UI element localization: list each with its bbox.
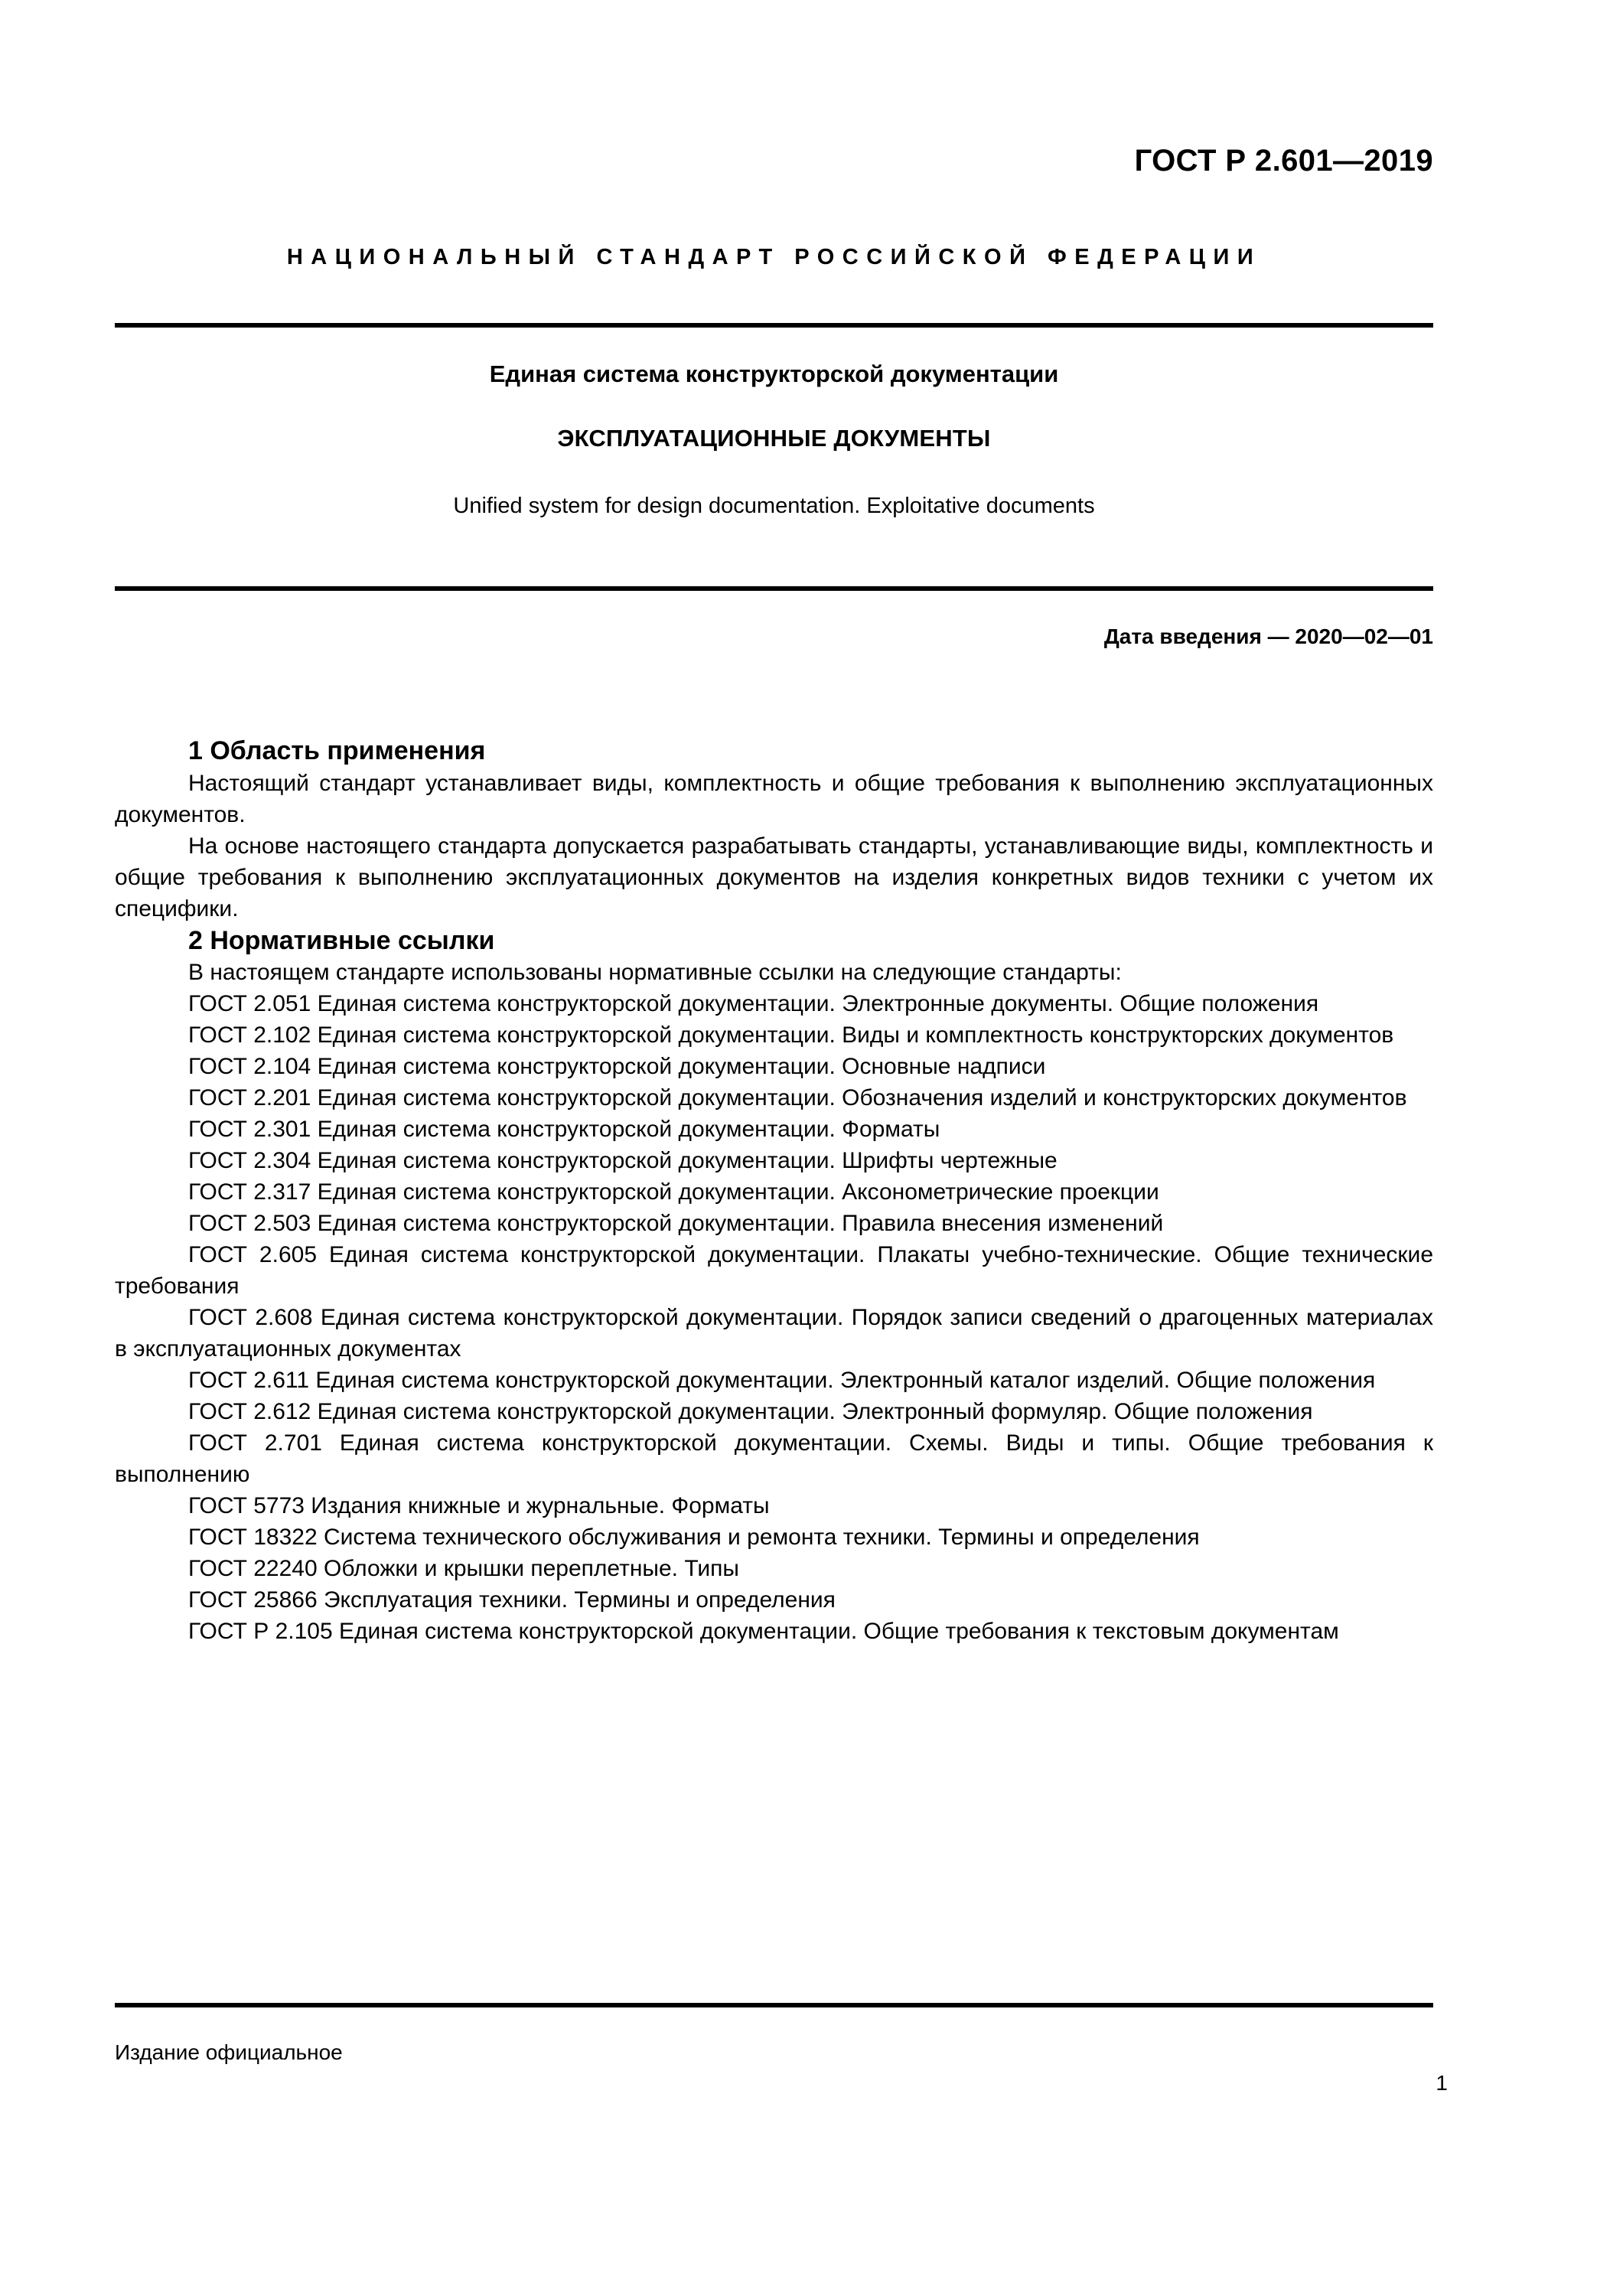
normative-reference-item: ГОСТ 18322 Система технического обслуживания и ремонта техники. Термины и определения xyxy=(188,1525,1200,1550)
normative-reference-item: ГОСТ 2.503 Единая система конструкторской документации. Правила внесения изменений xyxy=(188,1211,1164,1236)
header-divider-top xyxy=(115,323,1433,328)
official-edition-label: Издание официальное xyxy=(115,2040,343,2064)
normative-reference-item: ГОСТ 22240 Обложки и крышки переплетные. Типы xyxy=(188,1556,739,1581)
normative-reference-item: ГОСТ 2.611 Единая система конструкторской документации. Электронный каталог изделий. Общие положения xyxy=(188,1368,1376,1393)
normative-reference-item: ГОСТ 2.612 Единая система конструкторской документации. Электронный формуляр. Общие положения xyxy=(188,1399,1313,1424)
national-standard-label: НАЦИОНАЛЬНЫЙ СТАНДАРТ РОССИЙСКОЙ ФЕДЕРАЦИИ xyxy=(286,245,1262,269)
normative-reference-item: ГОСТ 25866 Эксплуатация техники. Термины и определения xyxy=(188,1587,836,1613)
paragraph: На основе настоящего стандарта допускается разрабатывать стандарты, устанавливающие виды, комплектность и общие требования к выполнению эксплуатационных документов на изделия конкретных видов техники с учетом их специфики. xyxy=(115,833,1433,921)
normative-reference-list xyxy=(115,988,1433,1647)
standard-system-title: Единая система конструкторской документации xyxy=(489,360,1059,387)
paragraph: Настоящий стандарт устанавливает виды, комплектность и общие требования к выполнению эксплуатационных документов. xyxy=(115,770,1433,827)
normative-reference-item: ГОСТ 2.701 Единая система конструкторской документации. Схемы. Виды и типы. Общие требования к выполнению xyxy=(115,1430,1433,1487)
section-normative-references-body xyxy=(115,957,1433,1647)
header-divider-bottom xyxy=(115,586,1433,591)
section-heading-scope: 1 Область применения xyxy=(188,736,486,765)
normative-reference-item: ГОСТ 2.304 Единая система конструкторской документации. Шрифты чертежные xyxy=(188,1148,1058,1173)
footer-divider xyxy=(115,2003,1433,2007)
normative-reference-item: ГОСТ 2.104 Единая система конструкторской документации. Основные надписи xyxy=(188,1054,1046,1079)
normative-reference-item: ГОСТ 2.317 Единая система конструкторской документации. Аксонометрические проекции xyxy=(188,1179,1159,1205)
document-number: ГОСТ Р 2.601—2019 xyxy=(1134,144,1433,178)
normative-reference-item: ГОСТ Р 2.105 Единая система конструкторской документации. Общие требования к текстовым документам xyxy=(188,1619,1339,1644)
standard-main-title: ЭКСПЛУАТАЦИОННЫЕ ДОКУМЕНТЫ xyxy=(557,425,991,452)
normative-reference-item: ГОСТ 2.201 Единая система конструкторской документации. Обозначения изделий и конструкторских документов xyxy=(188,1085,1407,1110)
section-heading-normative-references: 2 Нормативные ссылки xyxy=(188,925,495,955)
page-number: 1 xyxy=(1436,2071,1448,2095)
normative-reference-item: ГОСТ 5773 Издания книжные и журнальные. Форматы xyxy=(188,1493,770,1518)
paragraph-intro: В настоящем стандарте использованы нормативные ссылки на следующие стандарты: xyxy=(188,960,1122,985)
normative-reference-item: ГОСТ 2.608 Единая система конструкторской документации. Порядок записи сведений о драгоценных материалах в эксплуатационных документах xyxy=(115,1305,1433,1362)
effective-date: Дата введения — 2020—02—01 xyxy=(1103,625,1433,648)
normative-reference-item: ГОСТ 2.605 Единая система конструкторской документации. Плакаты учебно-технические. Общие технические требования xyxy=(115,1242,1433,1299)
standard-english-title: Unified system for design documentation. Exploitative documents xyxy=(453,494,1095,519)
normative-reference-item: ГОСТ 2.051 Единая система конструкторской документации. Электронные документы. Общие положения xyxy=(188,991,1319,1016)
normative-reference-item: ГОСТ 2.301 Единая система конструкторской документации. Форматы xyxy=(188,1117,940,1142)
section-scope-body xyxy=(115,768,1433,925)
document-body xyxy=(115,735,1433,1647)
normative-reference-item: ГОСТ 2.102 Единая система конструкторской документации. Виды и комплектность конструкторских документов xyxy=(188,1022,1394,1048)
title-block xyxy=(115,360,1433,520)
